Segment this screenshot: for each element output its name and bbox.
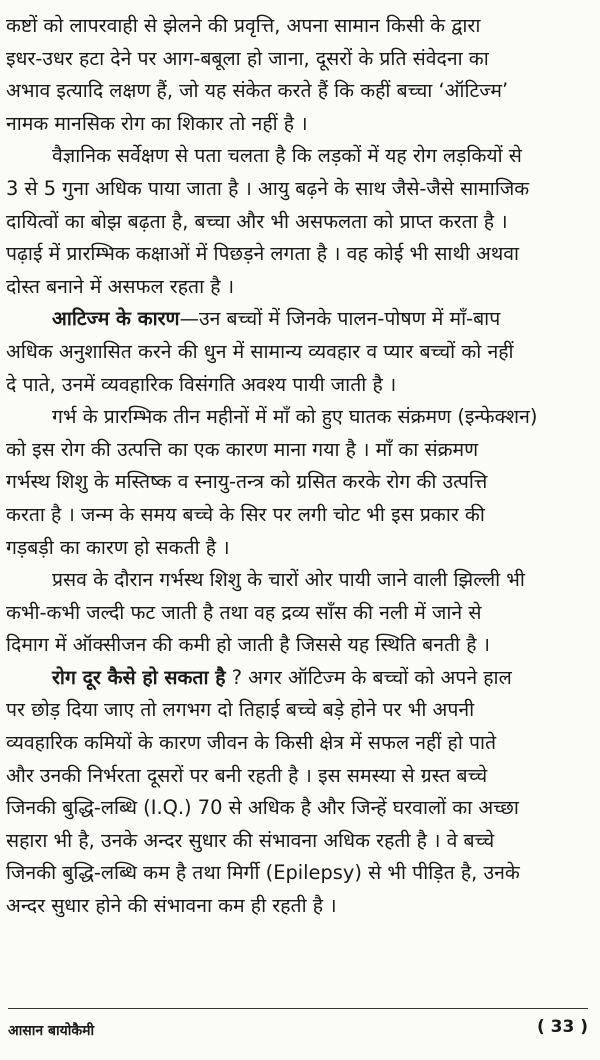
causes-heading: आटिज्म के कारण xyxy=(52,307,180,331)
text-line: कष्टों को लापरवाही से झेलने की प्रवृत्ति, अपना सामान किसी के द्वारा xyxy=(6,14,481,37)
text-line: 3 से 5 गुना अधिक पाया जाता है । आयु बढ़ने के साथ जैसे-जैसे सामाजिक xyxy=(6,176,530,200)
text-line: और उनकी निर्भरता दूसरों पर बनी रहती है । इस समस्या से ग्रस्त बच्चे xyxy=(6,763,488,787)
text-line: पर छोड़ दिया जाए तो लगभग दो तिहाई बच्चे बड़े होने पर भी अपनी xyxy=(6,698,475,722)
text-line: व्यवहारिक कमियों के कारण जीवन के किसी क्षेत्र में सफल नहीं हो पाते xyxy=(6,731,497,755)
text-line: दायित्वों का बोझ बढ़ता है, बच्चा और भी असफलता को प्राप्त करता है । xyxy=(6,209,508,233)
text-line: को इस रोग की उत्पत्ति का एक कारण माना गया है । माँ का संक्रमण xyxy=(6,437,479,461)
book-title: आसान बायोकैमी xyxy=(8,1023,95,1039)
text-line: कभी-कभी जल्दी फट जाती है तथा वह द्रव्य साँस की नली में जाने से xyxy=(6,600,482,624)
text-run: ? अगर ऑटिज्म के बच्चों को अपने हाल xyxy=(231,665,512,689)
page-body xyxy=(6,10,592,923)
text-line: पढ़ाई में प्रारम्भिक कक्षाओं में पिछड़ने लगता है । वह कोई भी साथी अथवा xyxy=(6,242,520,266)
text-line: दिमाग में ऑक्सीजन की कमी हो जाती है जिससे यह स्थिति बनती है । xyxy=(6,633,491,657)
text-line: सहारा भी है, उनके अन्दर सुधार की संभावना अधिक रहती है । वे बच्चे xyxy=(6,828,495,852)
text-line: गर्भ के प्रारम्भिक तीन महीनों में माँ को हुए घातक संक्रमण (इन्फेक्शन) xyxy=(52,405,538,429)
text-line: अन्दर सुधार होने की संभावना कम ही रहती है । xyxy=(6,894,337,918)
text-line: गर्भस्थ शिशु के मस्तिष्क व स्नायु-तन्त्र को ग्रसित करके रोग की उत्पत्ति xyxy=(6,470,488,494)
text-run: उन बच्चों में जिनके पालन-पोषण में माँ-बाप xyxy=(198,307,501,331)
text-line: दे पाते, उनमें व्यवहारिक विसंगति अवश्य पायी जाती है । xyxy=(6,372,397,396)
text-line: प्रसव के दौरान गर्भस्थ शिशु के चारों ओर पायी जाने वाली झिल्ली भी xyxy=(52,568,525,592)
text-line: करता है । जन्म के समय बच्चे के सिर पर लगी चोट भी इस प्रकार की xyxy=(6,502,485,526)
text-line: जिनकी बुद्धि-लब्धि कम है तथा मिर्गी (Epilepsy) से भी पीड़ित है, उनके xyxy=(6,861,520,885)
text-line: वैज्ञानिक सर्वेक्षण से पता चलता है कि लड़कों में यह रोग लड़कियों से xyxy=(52,144,522,168)
cure-heading: रोग दूर कैसे हो सकता है xyxy=(52,665,226,689)
text-line: अधिक अनुशासित करने की धुन में सामान्य व्यवहार व प्यार बच्चों को नहीं xyxy=(6,339,514,363)
text-line: अभाव इत्यादि लक्षण हैं, जो यह संकेत करते हैं कि कहीं बच्चा ‘ऑटिज्म’ xyxy=(6,79,509,103)
text-line: दोस्त बनाने में असफल रहता है । xyxy=(6,274,235,298)
text-line: गड़बड़ी का कारण हो सकती है । xyxy=(6,535,230,559)
text-line: नामक मानसिक रोग का शिकार तो नहीं है । xyxy=(6,111,308,135)
cure-line xyxy=(6,662,592,695)
page-footer xyxy=(8,1008,588,1053)
causes-line xyxy=(6,303,592,336)
text-line: जिनकी बुद्धि-लब्धि (I.Q.) 70 से अधिक है और जिन्हें घरवालों का अच्छा xyxy=(6,796,519,820)
causes-dash: — xyxy=(179,307,199,331)
text-line: इधर-उधर हटा देने पर आग-बबूला हो जाना, दूसरों के प्रति संवेदना का xyxy=(6,46,489,70)
page-number: ( 33 ) xyxy=(536,1017,588,1037)
